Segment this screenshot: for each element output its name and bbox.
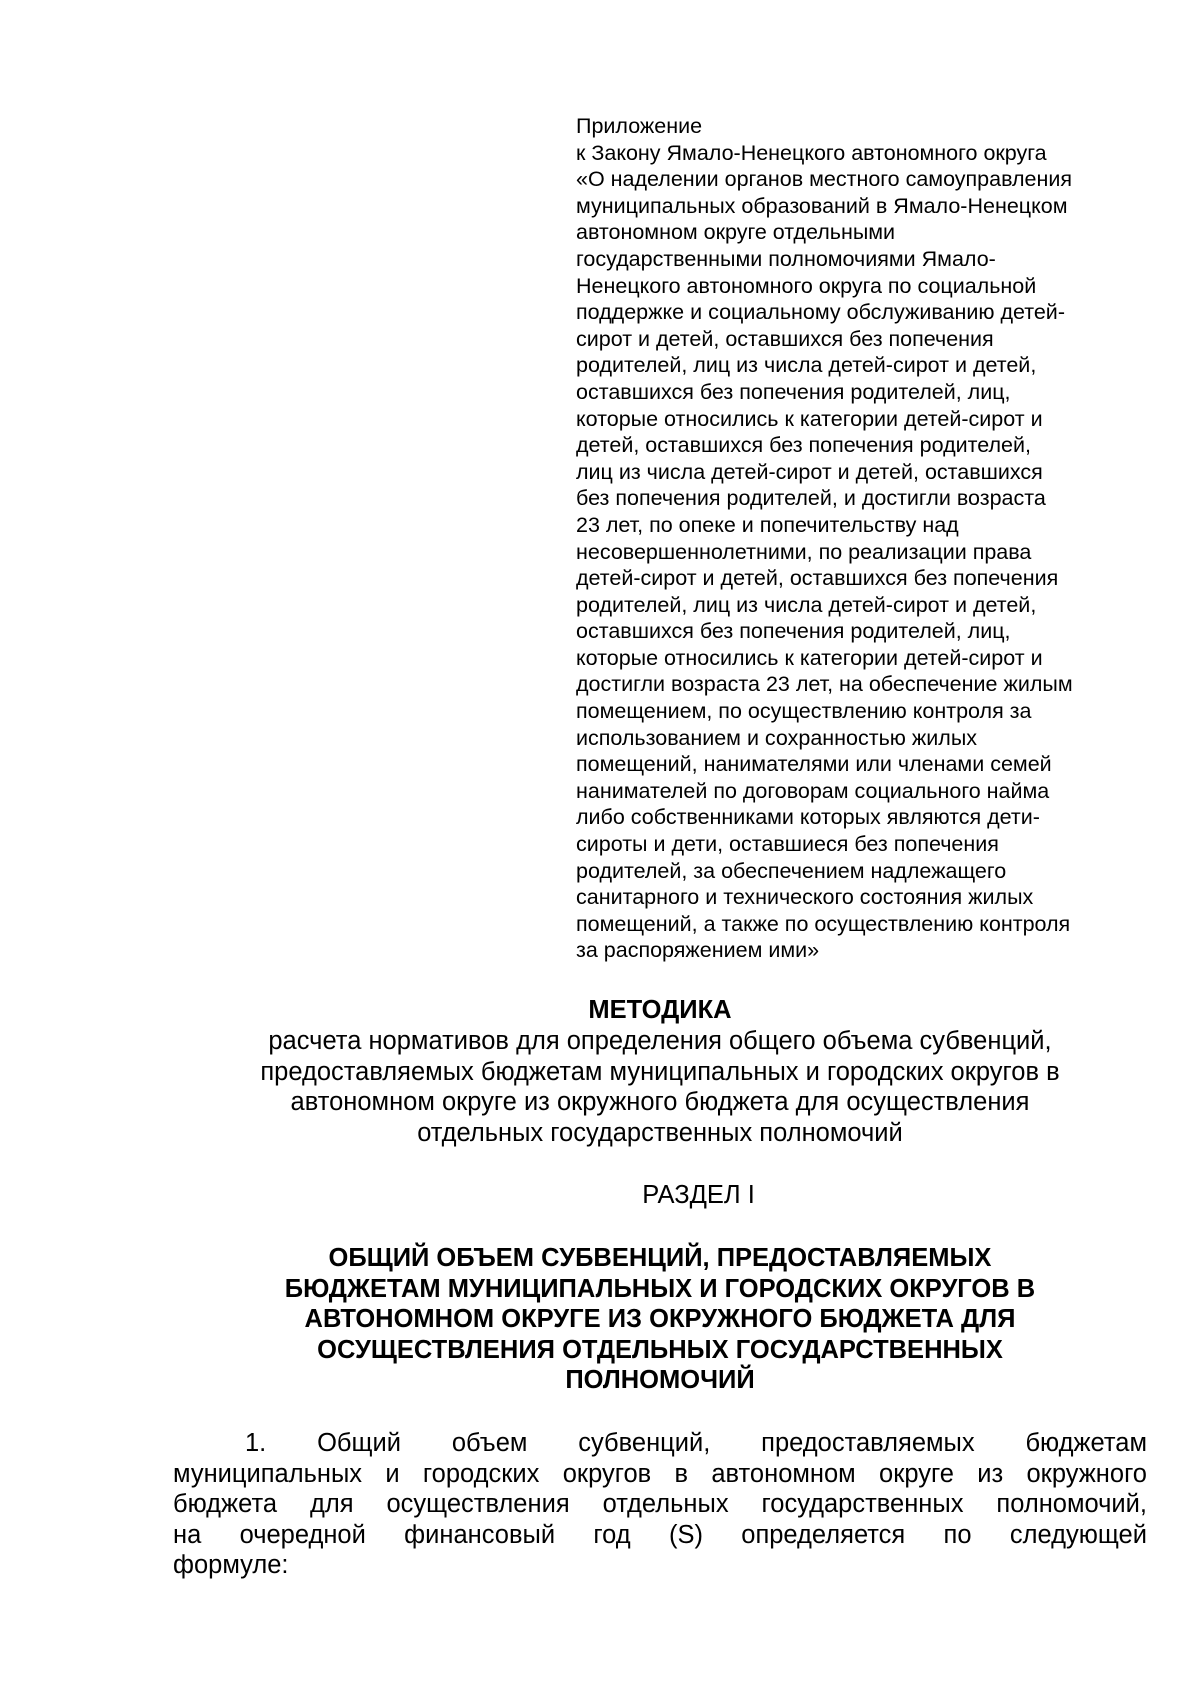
- paragraph-line: формуле:: [173, 1551, 289, 1579]
- method-subtitle-line: предоставляемых бюджетам муниципальных и городских округов в: [260, 1057, 1060, 1086]
- method-subtitle-line: расчета нормативов для определения общего объема субвенций,: [268, 1027, 1052, 1055]
- appendix-line: которые относились к категории детей-сирот и: [576, 406, 1043, 431]
- appendix-line: к Закону Ямало-Ненецкого автономного округа: [576, 140, 1047, 165]
- appendix-line: которые относились к категории детей-сирот и: [576, 645, 1043, 670]
- appendix-line: помещением, по осуществлению контроля за: [576, 699, 1032, 724]
- section-title-line: БЮДЖЕТАМ МУНИЦИПАЛЬНЫХ И ГОРОДСКИХ ОКРУГОВ В: [284, 1274, 1036, 1303]
- appendix-line: оставшихся без попечения родителей, лиц,: [576, 379, 1011, 404]
- appendix-line: лиц из числа детей-сирот и детей, оставшихся: [576, 459, 1043, 484]
- appendix-line: детей, оставшихся без попечения родителей,: [576, 433, 1031, 458]
- appendix-line: без попечения родителей, и достигли возраста: [576, 486, 1046, 511]
- appendix-line: муниципальных образований в Ямало-Ненецком: [576, 193, 1068, 218]
- paragraph-line: муниципальных и городских округов в автономном округе из окружного: [173, 1459, 1147, 1488]
- appendix-line: нанимателей по договорам социального найма: [576, 778, 1050, 803]
- section-title-line: АВТОНОМНОМ ОКРУГЕ ИЗ ОКРУЖНОГО БЮДЖЕТА ДЛЯ: [304, 1305, 1016, 1333]
- paragraph-line: бюджета для осуществления отдельных государственных полномочий,: [173, 1490, 1147, 1518]
- section-title-line: ОСУЩЕСТВЛЕНИЯ ОТДЕЛЬНЫХ ГОСУДАРСТВЕННЫХ: [317, 1335, 1003, 1364]
- appendix-line: Приложение: [576, 114, 703, 138]
- appendix-line: оставшихся без попечения родителей, лиц,: [576, 619, 1011, 644]
- appendix-line: сироты и дети, оставшиеся без попечения: [576, 832, 999, 857]
- appendix-line: использованием и сохранностью жилых: [576, 725, 978, 750]
- method-subtitle-line: отдельных государственных полномочий: [417, 1118, 903, 1147]
- method-title: МЕТОДИКА: [588, 996, 732, 1024]
- appendix-line: родителей, лиц из числа детей-сирот и детей,: [576, 353, 1037, 378]
- appendix-line: санитарного и технического состояния жилых: [576, 885, 1034, 910]
- appendix-heading: [576, 113, 1156, 964]
- appendix-line: сирот и детей, оставшихся без попечения: [576, 326, 994, 351]
- section-title-line: ОБЩИЙ ОБЪЕМ СУБВЕНЦИЙ, ПРЕДОСТАВЛЯЕМЫХ: [328, 1244, 992, 1272]
- paragraph-line: 1. Общий объем субвенций, предоставляемых бюджетам: [245, 1429, 1147, 1457]
- method-subtitle: [160, 1026, 1160, 1148]
- appendix-line: 23 лет, по опеке и попечительству над: [576, 512, 959, 537]
- appendix-line: государственными полномочиями Ямало-: [576, 246, 996, 271]
- section-title: [160, 1243, 1160, 1396]
- appendix-line: поддержке и социальному обслуживанию детей-: [576, 300, 1065, 325]
- appendix-line: автономном округе отдельными: [576, 220, 896, 245]
- appendix-line: несовершеннолетними, по реализации права: [576, 539, 1032, 564]
- appendix-line: либо собственниками которых являются дети-: [576, 805, 1040, 830]
- appendix-line: за распоряжением ими»: [576, 938, 820, 963]
- appendix-line: помещений, а также по осуществлению контроля: [576, 911, 1071, 936]
- method-subtitle-line: автономном округе из окружного бюджета для осуществления: [290, 1088, 1030, 1116]
- appendix-line: достигли возраста 23 лет, на обеспечение жилым: [576, 672, 1073, 697]
- appendix-line: «О наделении органов местного самоуправления: [576, 167, 1073, 192]
- appendix-line: детей-сирот и детей, оставшихся без попечения: [576, 566, 1059, 591]
- appendix-line: родителей, за обеспечением надлежащего: [576, 858, 1007, 883]
- paragraph-1: [173, 1428, 1147, 1581]
- appendix-line: помещений, нанимателями или членами семей: [576, 752, 1052, 777]
- appendix-line: Ненецкого автономного округа по социальной: [576, 273, 1037, 298]
- section-label: РАЗДЕЛ I: [642, 1181, 755, 1209]
- paragraph-line: на очередной финансовый год (S) определяется по следующей: [173, 1520, 1147, 1549]
- appendix-line: родителей, лиц из числа детей-сирот и детей,: [576, 592, 1037, 617]
- section-title-line: ПОЛНОМОЧИЙ: [565, 1366, 755, 1394]
